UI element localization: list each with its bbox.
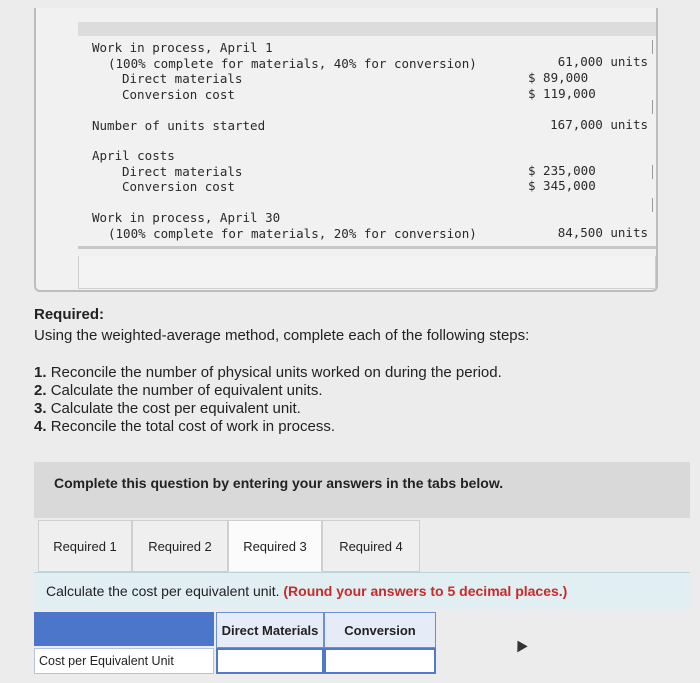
tab-required-2[interactable]: Required 2 (132, 520, 228, 572)
wip-april-1-units: 61,000 units (557, 54, 648, 69)
rounding-note: (Round your answers to 5 decimal places.) (283, 583, 568, 599)
direct-materials-cost-input[interactable] (216, 648, 324, 674)
step-item: 2. Calculate the number of equivalent units. (34, 382, 323, 399)
data-header-band (78, 22, 656, 36)
wip-april-30-sublabel: (100% complete for materials, 20% for conversion) (108, 226, 477, 241)
tab-required-1[interactable]: Required 1 (38, 520, 132, 572)
april-costs-dm-value: $ 235,000 (528, 163, 596, 178)
edge-tick (652, 165, 653, 179)
units-started-value: 167,000 units (550, 117, 648, 132)
required-steps (34, 364, 502, 436)
conversion-cost-input[interactable] (324, 648, 436, 674)
tab-required-3[interactable]: Required 3 (228, 520, 322, 571)
step-item: 4. Reconcile the total cost of work in process. (34, 418, 335, 435)
wip-april-1-cc-value: $ 119,000 (528, 86, 596, 101)
wip-april-1-sublabel: (100% complete for materials, 40% for conversion) (108, 56, 477, 71)
april-costs-cc-value: $ 345,000 (528, 178, 596, 193)
wip-april-1-cc-label: Conversion cost (122, 87, 235, 102)
step-item: 3. Calculate the cost per equivalent unit. (34, 400, 301, 417)
april-costs-label: April costs (92, 148, 175, 163)
step-item: 1. Reconcile the number of physical units worked on during the period. (34, 364, 502, 381)
complete-prompt-band (34, 462, 690, 518)
table-header-blank (34, 612, 214, 646)
tab-required-4[interactable]: Required 4 (322, 520, 420, 572)
wip-april-1-dm-value: $ 89,000 (528, 70, 589, 85)
edge-tick (652, 198, 653, 212)
row-label-cost-per-equivalent-unit: Cost per Equivalent Unit (34, 648, 214, 674)
wip-april-30-units: 84,500 units (557, 225, 648, 240)
mouse-cursor-icon (512, 638, 527, 653)
complete-prompt: Complete this question by entering your answers in the tabs below. (54, 475, 504, 491)
april-costs-dm-label: Direct materials (122, 164, 243, 179)
wip-april-1-label: Work in process, April 1 (92, 40, 273, 55)
wip-april-1-dm-label: Direct materials (122, 71, 243, 86)
instruction-text: Calculate the cost per equivalent unit. (Round your answers to 5 decimal places.) (46, 583, 568, 599)
header-conversion: Conversion (324, 612, 436, 648)
wip-april-30-label: Work in process, April 30 (92, 210, 281, 225)
instruction-band (34, 572, 690, 609)
required-heading: Required: (34, 306, 105, 323)
edge-tick (652, 40, 653, 54)
header-direct-materials: Direct Materials (216, 612, 324, 648)
edge-tick (652, 100, 653, 114)
required-intro: Using the weighted-average method, complete each of the following steps: (34, 327, 530, 344)
data-box-divider (78, 246, 656, 249)
units-started-label: Number of units started (92, 118, 266, 133)
data-box-footer (78, 256, 656, 289)
april-costs-cc-label: Conversion cost (122, 179, 235, 194)
